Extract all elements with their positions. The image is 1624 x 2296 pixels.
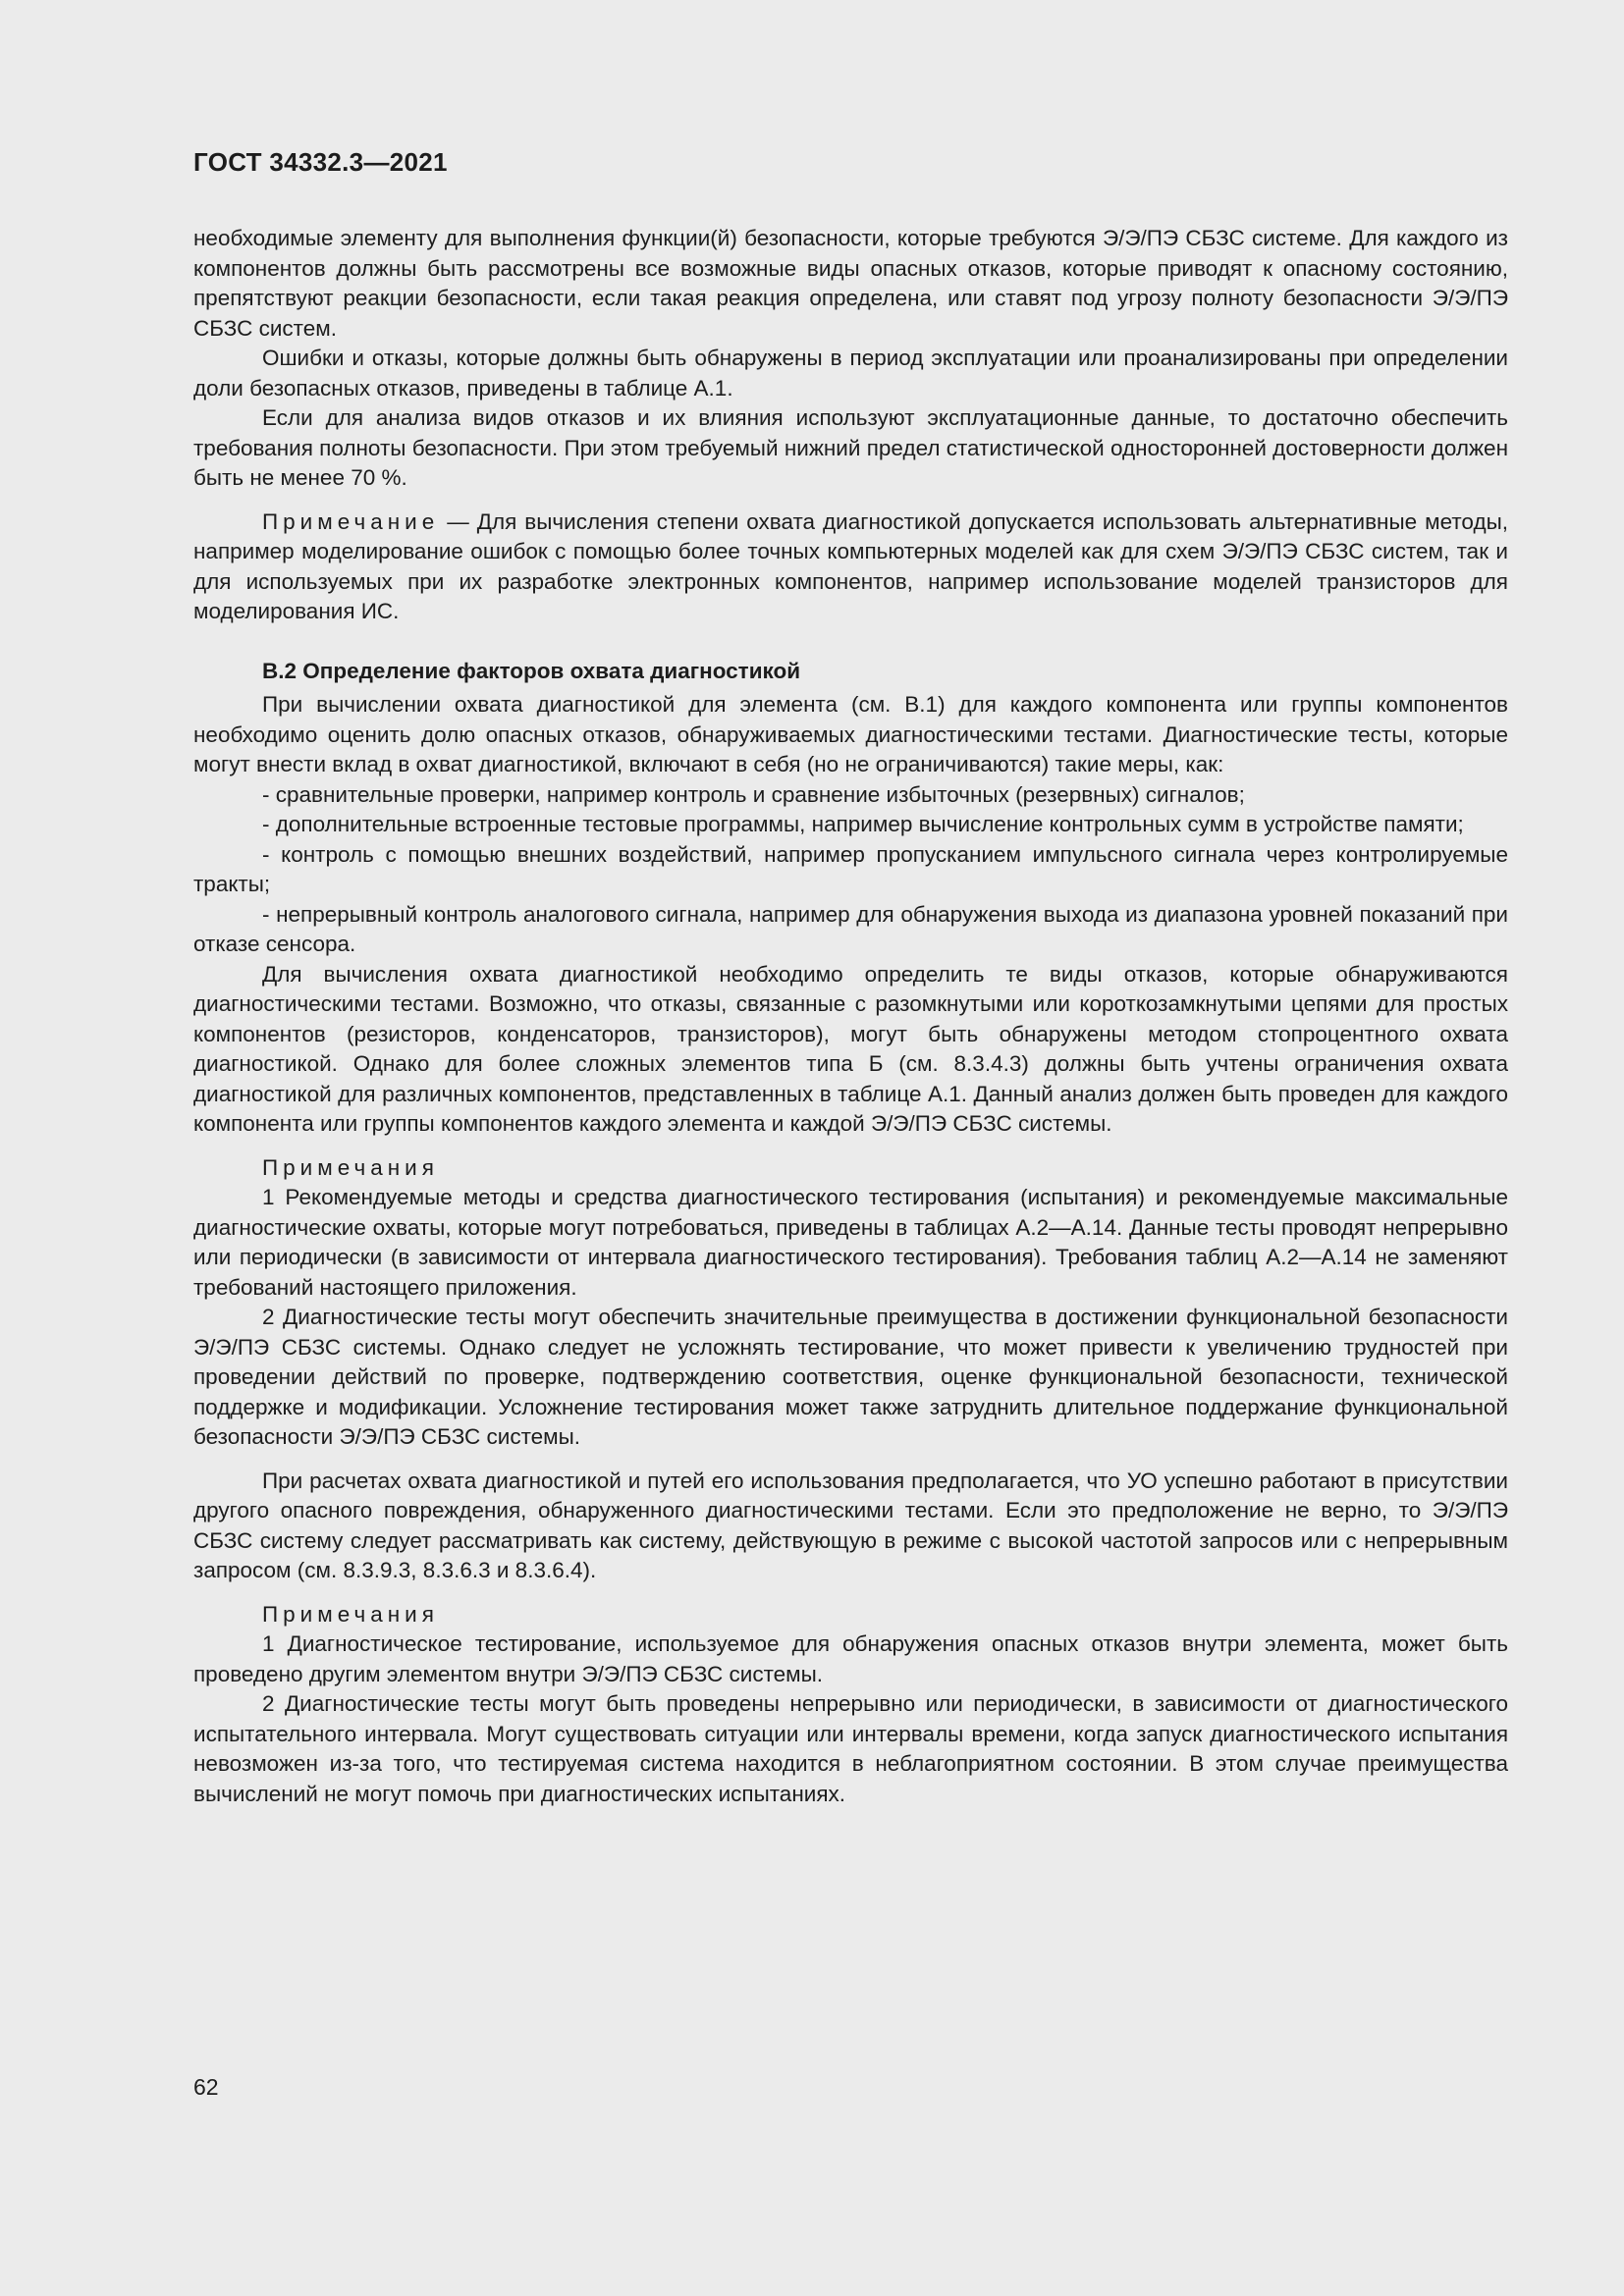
paragraph-errors-failures: Ошибки и отказы, которые должны быть обнаружены в период эксплуатации или проанализированы при определении доли безопасных отказов, приведены в таблице А.1. bbox=[193, 346, 1508, 400]
document-body bbox=[193, 224, 1508, 1809]
note-item: 1 Диагностическое тестирование, используемое для обнаружения опасных отказов внутри элемента, может быть проведено другим элементом внутри Э/Э/ПЭ СБЗС системы. bbox=[193, 1631, 1508, 1686]
note-label: Примечание bbox=[262, 508, 440, 534]
list-item: - сравнительные проверки, например контроль и сравнение избыточных (резервных) сигналов; bbox=[262, 781, 1245, 807]
notes-heading: Примечания bbox=[262, 1601, 439, 1627]
list-item: - дополнительные встроенные тестовые программы, например вычисление контрольных сумм в устройстве памяти; bbox=[262, 812, 1464, 836]
list-item: - непрерывный контроль аналогового сигнала, например для обнаружения выхода из диапазона уровней показаний при отказе сенсора. bbox=[193, 901, 1508, 956]
paragraph-calculations: При расчетах охвата диагностикой и путей его использования предполагается, что УО успешно работают в присутствии другого опасного повреждения, обнаруженного диагностическими тестами. Если это предположение не верно, то Э/Э/ПЭ СБЗС систему следует рассматривать как систему, действующую в режиме с высокой частотой запросов или с непрерывным запросом (см. 8.3.9.3, 8.3.6.3 и 8.3.6.4). bbox=[193, 1468, 1508, 1582]
paragraph-failure-modes: Для вычисления охвата диагностикой необходимо определить те виды отказов, которые обнаруживаются диагностическими тестами. Возможно, что отказы, связанные с разомкнутыми или короткозамкнутыми цепями для простых компонентов (резисторов, конденсаторов, транзисторов), могут быть обнаружены методом стопроцентного охвата диагностикой. Однако для более сложных элементов типа Б (см. 8.3.4.3) должны быть учтены ограничения охвата диагностикой для различных компонентов, представленных в таблице А.1. Данный анализ должен быть проведен для каждого компонента или группы компонентов каждого элемента и каждой Э/Э/ПЭ СБЗС системы. bbox=[193, 961, 1508, 1136]
paragraph-operational-data: Если для анализа видов отказов и их влияния используют эксплуатационные данные, то достаточно обеспечить требования полноты безопасности. При этом требуемый нижний предел статистической односторонней достоверности должен быть не менее 70 %. bbox=[193, 405, 1508, 490]
note-alternative-methods bbox=[193, 507, 1508, 627]
paragraph-diagnostic-coverage: При вычислении охвата диагностикой для элемента (см. B.1) для каждого компонента или группы компонентов необходимо оценить долю опасных отказов, обнаруживаемых диагностическими тестами. Диагностические тесты, которые могут внести вклад в охват диагностикой, включают в себя (но не ограничиваются) такие меры, как: bbox=[193, 692, 1508, 776]
notes-heading: Примечания bbox=[262, 1154, 439, 1180]
paragraph-continued: необходимые элементу для выполнения функции(й) безопасности, которые требуются Э/Э/ПЭ СБЗС системе. Для каждого из компонентов должны быть рассмотрены все возможные виды опасных отказов, которые приводят к опасному состоянию, препятствуют реакции безопасности, если такая реакция определена, или ставят под угрозу полноту безопасности Э/Э/ПЭ СБЗС систем. bbox=[193, 226, 1508, 341]
note-item: 2 Диагностические тесты могут быть проведены непрерывно или периодически, в зависимости от диагностического испытательного интервала. Могут существовать ситуации или интервалы времени, когда запуск диагностического испытания невозможен из-за того, что тестируемая система находится в неблагоприятном состоянии. В этом случае преимущества вычислений не могут помочь при диагностических испытаниях. bbox=[193, 1691, 1508, 1806]
note-text: — Для вычисления степени охвата диагностикой допускается использовать альтернативные методы, например моделирование ошибок с помощью более точных компьютерных моделей как для схем Э/Э/ПЭ СБЗС систем, так и для используемых при их разработке электронных компонентов, например использование моделей транзисторов для моделирования ИС. bbox=[193, 508, 1508, 623]
section-heading: B.2 Определение факторов охвата диагностикой bbox=[262, 658, 801, 683]
document-header: ГОСТ 34332.3—2021 bbox=[193, 147, 448, 177]
note-item: 2 Диагностические тесты могут обеспечить значительные преимущества в достижении функциональной безопасности Э/Э/ПЭ СБЗС системы. Однако следует не усложнять тестирование, что может привести к увеличению трудностей при проведении действий по проверке, подтверждению соответствия, оценке функциональной безопасности, технической поддержке и модификации. Усложнение тестирования может также затруднить длительное поддержание функциональной безопасности Э/Э/ПЭ СБЗС системы. bbox=[193, 1305, 1508, 1449]
page-number: 62 bbox=[193, 2074, 219, 2100]
note-item: 1 Рекомендуемые методы и средства диагностического тестирования (испытания) и рекомендуемые максимальные диагностические охваты, которые могут потребоваться, приведены в таблицах А.2—А.14. Данные тесты проводят непрерывно или периодически (в зависимости от интервала диагностического тестирования). Требования таблиц А.2—А.14 не заменяют требований настоящего приложения. bbox=[193, 1185, 1508, 1300]
list-item: - контроль с помощью внешних воздействий, например пропусканием импульсного сигнала через контролируемые тракты; bbox=[193, 841, 1508, 896]
